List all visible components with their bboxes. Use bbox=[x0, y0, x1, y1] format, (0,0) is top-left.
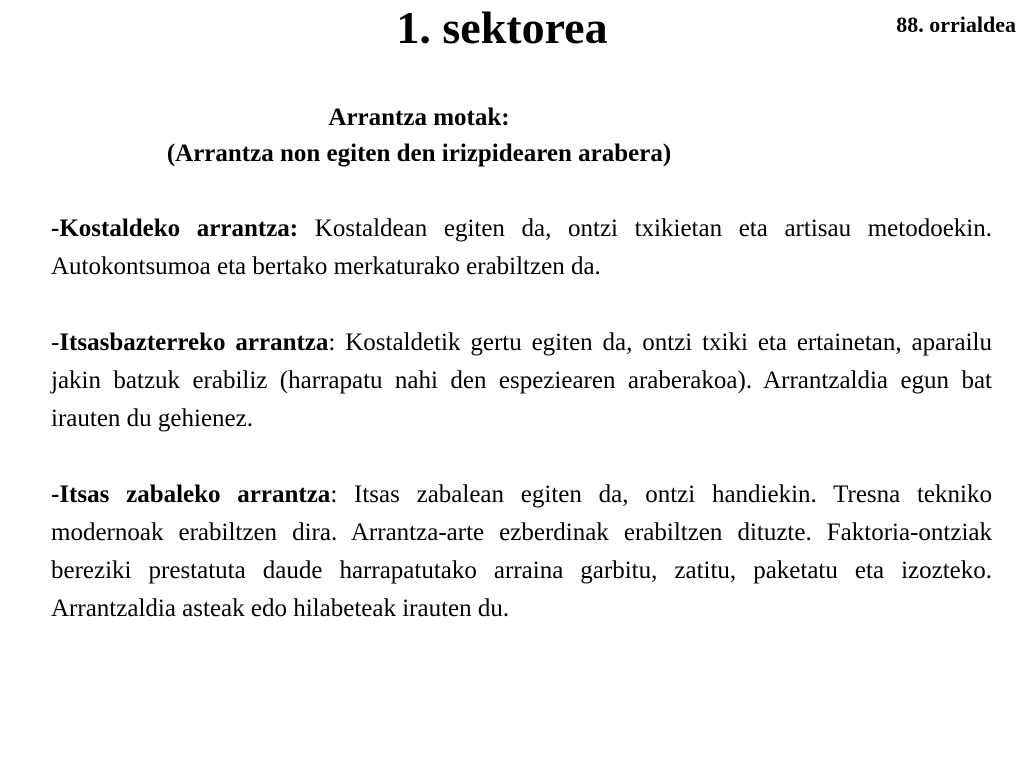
description-itsas-zabaleko: Itsas zabalean egiten da, ontzi handiekin. Tresna tekniko modernoak erabiltzen dira. Arrantza-arte ezberdinak erabiltzen dituzte. Faktoria-ontziak bereziki prestatuta daude harrapatutako arraina garbitu, zatitu, paketatu eta izozteko. Arrantzaldia asteak edo hilabeteak irauten du. bbox=[51, 481, 992, 622]
paragraph-itsas-zabaleko bbox=[51, 476, 992, 628]
paragraph-kostaldeko bbox=[51, 210, 992, 286]
term-itsasbazterreko: Itsasbazterreko arrantza bbox=[59, 329, 329, 356]
heading-line-1: Arrantza motak: bbox=[328, 104, 510, 131]
term-kostaldeko: -Kostaldeko arrantza: bbox=[51, 215, 299, 242]
content-body bbox=[51, 210, 992, 628]
term-itsas-zabaleko: -Itsas zabaleko arrantza bbox=[51, 481, 331, 508]
term-prefix: - bbox=[51, 329, 60, 356]
description-itsasbazterreko: Kostaldetik gertu egiten da, ontzi txiki eta ertainetan, aparailu jakin batzuk erabiliz (harrapatu nahi den espeziearen araberakoa). Arrantzaldia egun bat irauten du gehienez. bbox=[51, 329, 992, 432]
page-number: 88. orrialdea bbox=[896, 12, 1016, 37]
heading-line-2: (Arrantza non egiten den irizpidearen arabera) bbox=[166, 140, 672, 167]
page-title: 1. sektorea bbox=[396, 2, 608, 53]
separator bbox=[298, 215, 315, 242]
description-kostaldeko: Kostaldean egiten da, ontzi txikietan eta artisau metodoekin. Autokontsumoa eta bertako merkaturako erabiltzen da. bbox=[51, 215, 992, 280]
section-heading bbox=[0, 100, 838, 172]
separator: : bbox=[328, 329, 346, 356]
separator: : bbox=[330, 481, 355, 508]
paragraph-itsasbazterreko bbox=[51, 324, 992, 438]
